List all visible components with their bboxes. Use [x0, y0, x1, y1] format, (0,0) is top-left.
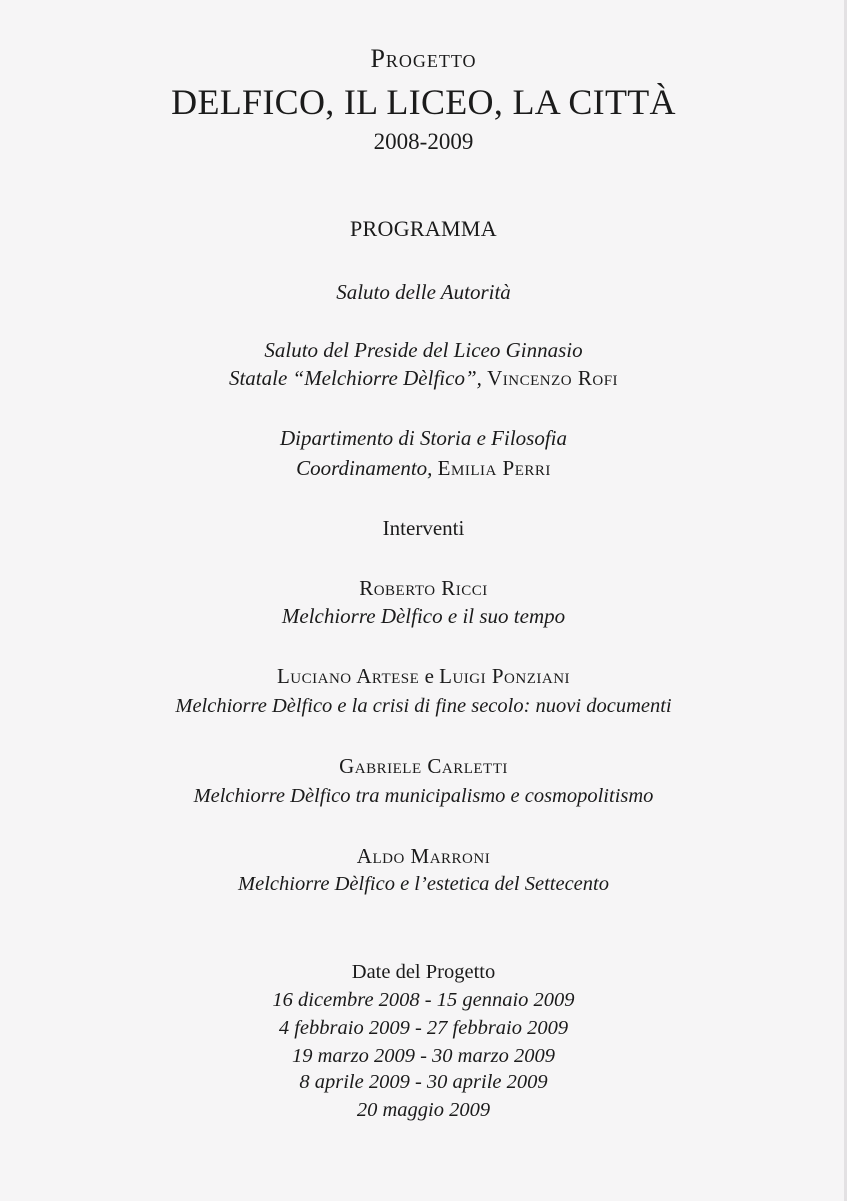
- project-title: DELFICO, IL LICEO, LA CITTÀ: [171, 82, 676, 122]
- saluto-autorita: Saluto delle Autorità: [336, 280, 511, 304]
- speaker-2b: Luigi Ponziani: [439, 664, 571, 688]
- saluto-preside-line2: [0, 368, 847, 389]
- speaker-2-line: [0, 666, 847, 687]
- preside-name: Vincenzo Rofi: [487, 366, 619, 390]
- talk-3: Melchiorre Dèlfico tra municipalismo e cosmopolitismo: [193, 785, 654, 807]
- talk-2: Melchiorre Dèlfico e la crisi di fine secolo: nuovi documenti: [175, 695, 672, 717]
- coordinamento-line: [0, 458, 847, 479]
- speaker-2a: Luciano Artese: [276, 664, 420, 688]
- speaker-2-connector: e: [424, 664, 434, 688]
- dates-heading: Date del Progetto: [351, 961, 496, 983]
- saluto-preside-line1: Saluto del Preside del Liceo Ginnasio: [264, 338, 583, 362]
- date-item: 19 marzo 2009 - 30 marzo 2009: [291, 1045, 556, 1067]
- date-item: 20 maggio 2009: [356, 1099, 491, 1121]
- interventi-label: Interventi: [382, 516, 465, 540]
- project-kicker: Progetto: [370, 44, 477, 73]
- saluto-preside-line2-text: Statale “Melchiorre Dèlfico”,: [228, 366, 482, 390]
- speaker-4: Aldo Marroni: [356, 844, 491, 868]
- talk-1: Melchiorre Dèlfico e il suo tempo: [281, 604, 566, 628]
- speaker-3: Gabriele Carletti: [339, 754, 508, 778]
- programma-heading: PROGRAMMA: [350, 216, 497, 241]
- date-item: 4 febbraio 2009 - 27 febbraio 2009: [278, 1017, 569, 1039]
- speaker-1: Roberto Ricci: [359, 576, 488, 600]
- coordinatrice-name: Emilia Perri: [437, 456, 551, 480]
- date-item: 8 aprile 2009 - 30 aprile 2009: [299, 1071, 548, 1093]
- talk-4: Melchiorre Dèlfico e l’estetica del Settecento: [238, 873, 609, 895]
- coordinamento-label: Coordinamento,: [296, 456, 433, 480]
- dipartimento: Dipartimento di Storia e Filosofia: [280, 426, 567, 450]
- project-years: 2008-2009: [373, 129, 474, 154]
- date-item: 16 dicembre 2008 - 15 gennaio 2009: [272, 989, 575, 1011]
